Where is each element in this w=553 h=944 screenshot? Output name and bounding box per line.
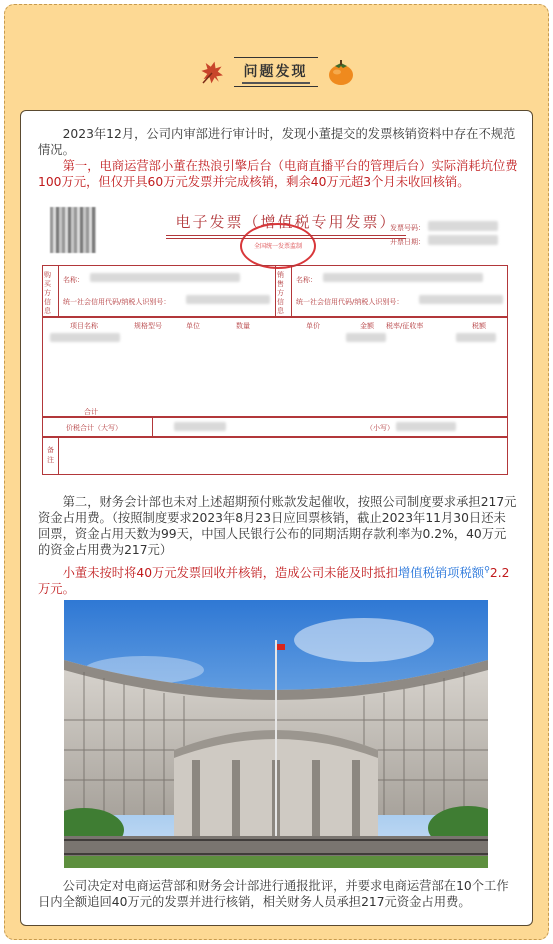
invoice-item-tax-blur [456, 333, 496, 342]
invoice-seller-divider [291, 265, 292, 317]
paragraph-first-issue: 第一，电商运营部小董在热浪引擎后台（电商直播平台的管理后台）实际消耗坑位费100万元，但仅开具60万元发票并完成核销，剩余40万元超3个月未收回核销。 [38, 159, 518, 189]
paragraph-consequence [38, 562, 518, 597]
invoice-total-label: 合计 [84, 408, 98, 416]
invoice-buyer-name-label: 名称： [63, 276, 84, 284]
invoice-col-unit: 单位 [186, 322, 200, 330]
invoice-seal [240, 223, 316, 269]
invoice-remarks-label: 备注 [47, 446, 54, 464]
invoice-col-item: 项目名称 [70, 322, 98, 330]
vat-output-tax-link[interactable]: 增值税销项税额 [397, 566, 485, 581]
persimmon-icon [326, 57, 356, 87]
search-icon[interactable]: ⚲ [484, 565, 490, 574]
invoice-seller-taxid-blur [419, 295, 503, 304]
invoice-tax-total-divider [152, 417, 153, 437]
invoice-number-label: 发票号码： [390, 224, 425, 232]
invoice-buyer-taxid-blur [186, 295, 270, 304]
invoice-buyer-taxid-label: 统一社会信用代码/纳税人识别号： [63, 298, 171, 306]
invoice-date-blur [428, 235, 498, 245]
invoice-buyer-name-blur [90, 273, 240, 282]
consequence-text-after: 2.2万元。 [38, 566, 510, 597]
invoice-col-spec: 规格型号 [134, 322, 162, 330]
invoice-number-blur [428, 221, 498, 231]
invoice-col-amount: 金额 [360, 322, 374, 330]
paragraph-second-issue: 第二，财务会计部也未对上述超期预付账款发起催收，按照公司制度要求承担217元资金占用费。（按照制度要求2023年8月23日应回票核销，截止2023年11月30日还未回票，资金占用天数为99天，中国人民银行公布的同期活期存款利率为0.2%，40万元的资金占用费为217元） [38, 495, 517, 557]
section-title-box [234, 57, 318, 87]
maple-leaf-icon [198, 58, 226, 86]
invoice-image [36, 197, 517, 482]
bank-building-illustration [64, 600, 488, 868]
invoice-seller-side-label: 销售方信息 [277, 271, 284, 315]
invoice-qr-code [50, 207, 96, 253]
invoice-remarks-divider [58, 437, 59, 475]
invoice-seller-taxid-label: 统一社会信用代码/纳税人识别号： [296, 298, 404, 306]
invoice-remarks-row [42, 437, 508, 475]
invoice-title-underline-2 [166, 238, 406, 239]
invoice-seller-name-label: 名称： [296, 276, 317, 284]
invoice-seal-text: 全国统一发票监制 [253, 243, 302, 250]
invoice-item-amount-blur [346, 333, 386, 342]
invoice-item-name-blur [50, 333, 120, 342]
invoice-party-divider [275, 265, 276, 317]
invoice-col-qty: 数量 [236, 322, 250, 330]
invoice-tax-total-label: 价税合计（大写） [66, 424, 122, 432]
paragraph-intro: 2023年12月，公司内审部进行审计时，发现小董提交的发票核销资料中存在不规范情况。 [38, 127, 516, 157]
invoice-col-tax: 税额 [472, 322, 486, 330]
bank-building-photo [64, 600, 488, 868]
invoice-seller-name-blur [323, 273, 483, 282]
section-header [0, 52, 553, 92]
invoice-date-label: 开票日期： [390, 238, 425, 246]
paragraph-decision: 公司决定对电商运营部和财务会计部进行通报批评，并要求电商运营部在10个工作日内全额追回40万元的发票并进行核销，相关财务人员承担217元资金占用费。 [38, 879, 509, 909]
invoice-items-box [42, 317, 508, 417]
invoice-buyer-side-label: 购买方信息 [44, 271, 51, 315]
invoice-col-price: 单价 [306, 322, 320, 330]
invoice-tax-total-blur [174, 422, 226, 431]
section-title: 问题发现 [242, 61, 310, 84]
invoice-col-taxrate: 税率/征收率 [386, 322, 424, 330]
invoice-title: 电子发票（增值税专用发票） [175, 213, 397, 231]
consequence-text-before: 小董未按时将40万元发票回收并核销，造成公司未能及时抵扣 [62, 566, 398, 581]
invoice-tax-total-small-blur [396, 422, 456, 431]
invoice-tax-total-small-label: （小写） [366, 424, 394, 432]
invoice-title-underline [166, 235, 406, 236]
invoice-buyer-divider [58, 265, 59, 317]
